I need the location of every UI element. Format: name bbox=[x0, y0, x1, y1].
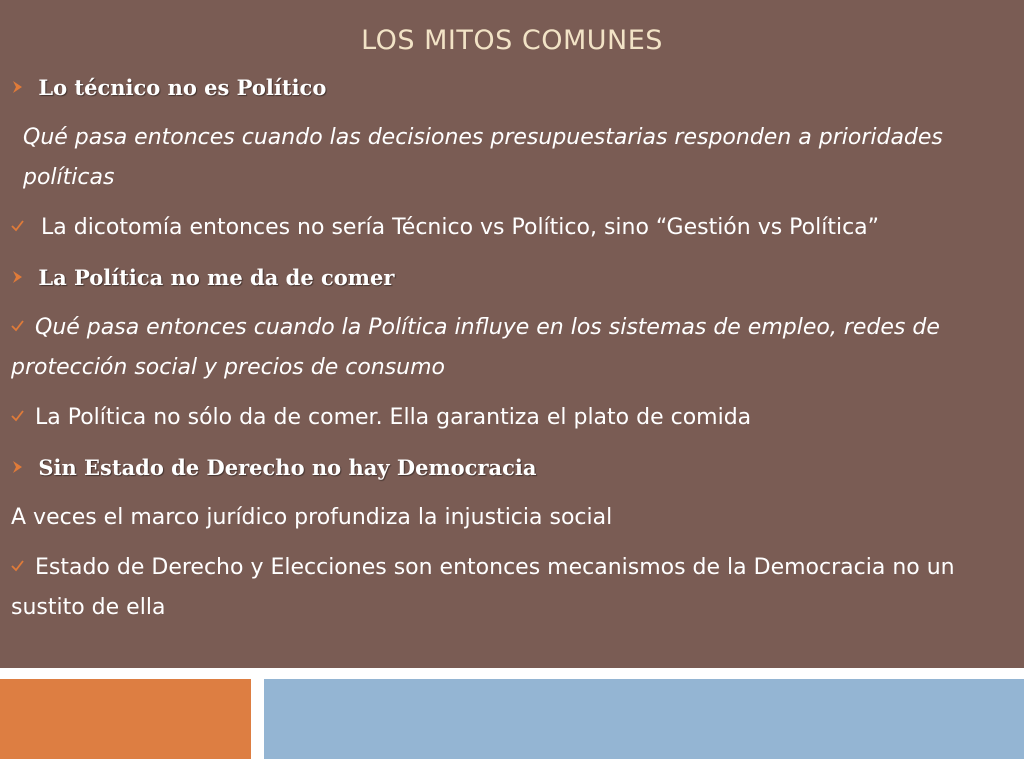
orange-accent-block bbox=[0, 679, 251, 759]
heading-myth-1 bbox=[11, 68, 1011, 108]
checked-line-text: La dicotomía entonces no sería Técnico vs Político, sino “Gestión vs Política” bbox=[41, 215, 880, 240]
checked-line bbox=[11, 398, 1011, 438]
heading-myth-2 bbox=[11, 258, 1011, 298]
checked-line-text: La Política no sólo da de comer. Ella garantiza el plato de comida bbox=[35, 405, 752, 430]
heading-myth-1-text: Lo técnico no es Político bbox=[38, 75, 327, 100]
statement-line: Qué pasa entonces cuando las decisiones presupuestarias responden a prioridades políticas bbox=[23, 125, 943, 190]
heading-myth-3 bbox=[11, 448, 1011, 488]
checkmark-bullet-icon bbox=[11, 560, 24, 572]
checked-line bbox=[11, 208, 1011, 248]
checkmark-bullet-icon bbox=[11, 410, 24, 422]
slide-content bbox=[11, 68, 1011, 628]
checked-line bbox=[11, 548, 1011, 628]
arrow-bullet-icon bbox=[11, 80, 25, 94]
heading-myth-2-text: La Política no me da de comer bbox=[38, 265, 395, 290]
arrow-bullet-icon bbox=[11, 270, 25, 284]
checkmark-bullet-icon bbox=[11, 320, 24, 332]
checked-line-text: Estado de Derecho y Elecciones son entonces mecanismos de la Democracia no un sustito de ella bbox=[11, 555, 955, 620]
checked-line-italic-text: Qué pasa entonces cuando la Política influye en los sistemas de empleo, redes de protección social y precios de consumo bbox=[11, 315, 940, 380]
arrow-bullet-icon bbox=[11, 460, 25, 474]
checked-line-italic bbox=[11, 308, 1011, 388]
checkmark-bullet-icon bbox=[11, 220, 24, 232]
slide-title: LOS MITOS COMUNES bbox=[361, 25, 663, 56]
blue-accent-block bbox=[264, 679, 1024, 759]
statement-line: A veces el marco jurídico profundiza la injusticia social bbox=[11, 505, 613, 530]
heading-myth-3-text: Sin Estado de Derecho no hay Democracia bbox=[38, 455, 537, 480]
